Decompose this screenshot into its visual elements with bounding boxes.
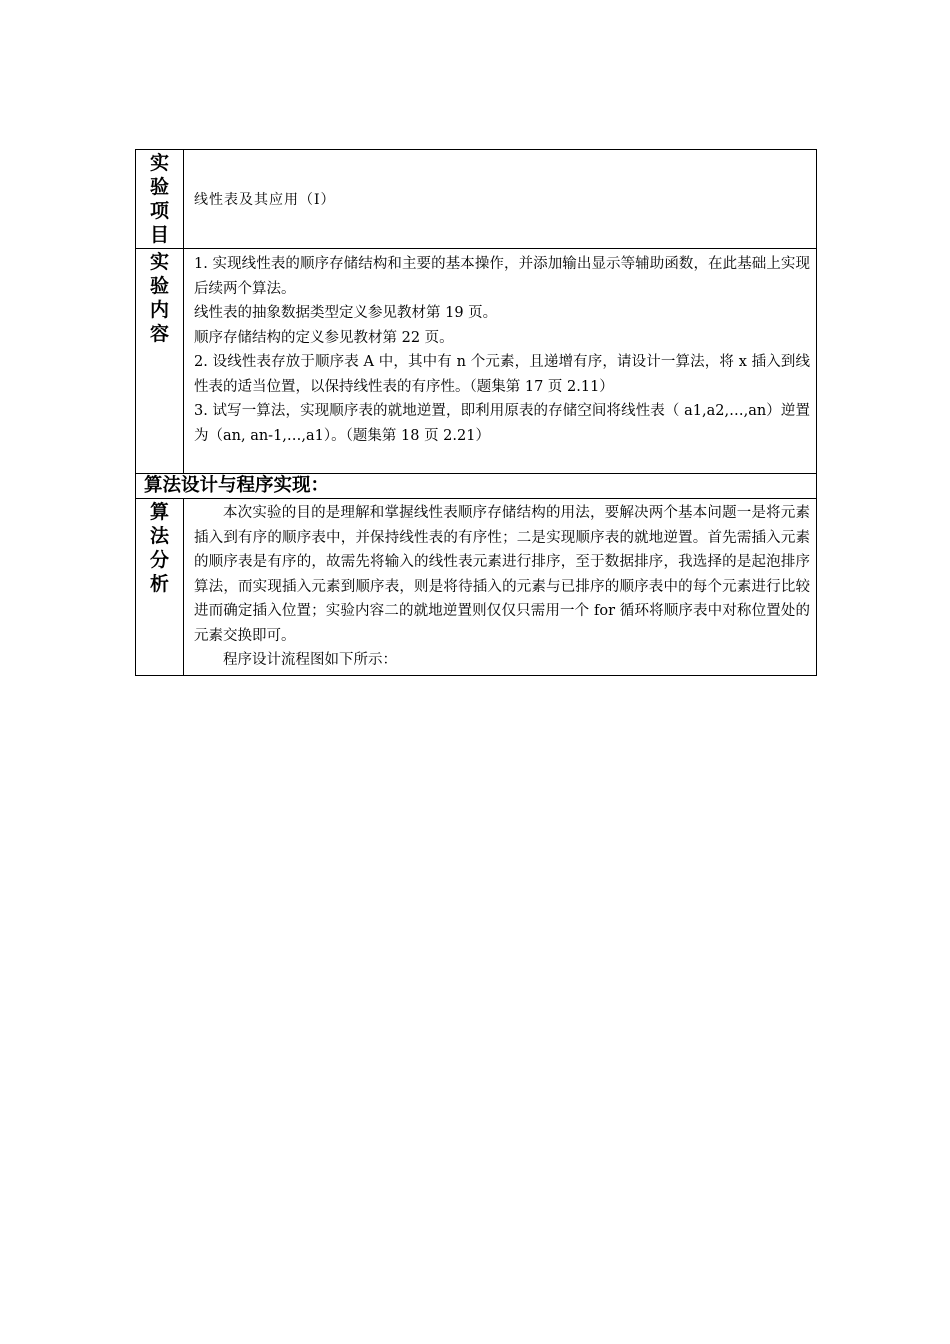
label-content bbox=[136, 249, 184, 474]
report-sheet bbox=[135, 149, 816, 676]
label-char: 分 bbox=[149, 549, 169, 571]
content-body bbox=[184, 249, 817, 474]
label-analysis bbox=[136, 499, 184, 676]
experiment-report-table bbox=[135, 149, 817, 676]
label-char: 容 bbox=[149, 323, 169, 345]
label-char: 算 bbox=[149, 501, 169, 523]
row-project bbox=[136, 150, 817, 249]
project-title: 线性表及其应用（I） bbox=[184, 150, 817, 249]
label-project bbox=[136, 150, 184, 249]
row-content bbox=[136, 249, 817, 474]
label-char: 目 bbox=[149, 224, 169, 246]
analysis-paragraph: 程序设计流程图如下所示： bbox=[223, 652, 397, 668]
label-char: 法 bbox=[149, 525, 169, 547]
label-char: 项 bbox=[149, 200, 169, 222]
content-paragraph: 顺序存储结构的定义参见教材第 22 页。 bbox=[194, 329, 454, 346]
content-paragraph: 线性表的抽象数据类型定义参见教材第 19 页。 bbox=[194, 305, 498, 321]
label-char: 内 bbox=[149, 299, 169, 321]
row-analysis bbox=[136, 499, 817, 676]
content-paragraph: 1. 实现线性表的顺序存储结构和主要的基本操作，并添加输出显示等辅助函数，在此基础上实现后续两个算法。 bbox=[194, 256, 810, 297]
label-char: 析 bbox=[149, 573, 169, 595]
row-section-heading bbox=[136, 474, 817, 499]
analysis-body bbox=[184, 499, 817, 676]
analysis-paragraph: 本次实验的目的是理解和掌握线性表顺序存储结构的用法，要解决两个基本问题一是将元素插入到有序的顺序表中，并保持线性表的有序性；二是实现顺序表的就地逆置。首先需插入元素的顺序表是有序的，故需先将输入的线性表元素进行排序，至于数据排序，我选择的是起泡排序算法，而实现插入元素到顺序表，则是将待插入的元素与已排序的顺序表中的每个元素进行比较进而确定插入位置；实验内容二的就地逆置则仅仅只需用一个 for 循环将顺序表中对称位置处的元素交换即可。 bbox=[194, 505, 810, 644]
content-paragraph: 2. 设线性表存放于顺序表 A 中，其中有 n 个元素，且递增有序，请设计一算法，将 x 插入到线性表的适当位置，以保持线性表的有序性。（题集第 17 页 2.11） bbox=[194, 354, 810, 395]
label-char: 实 bbox=[149, 251, 169, 273]
label-char: 实 bbox=[149, 152, 169, 174]
content-paragraph: 3. 试写一算法，实现顺序表的就地逆置，即利用原表的存储空间将线性表（ a1,a2,…,an）逆置为（an, an-1,…,a1）。（题集第 18 页 2.21） bbox=[194, 403, 810, 444]
label-char: 验 bbox=[149, 275, 169, 297]
section-heading: 算法设计与程序实现： bbox=[136, 474, 817, 499]
label-char: 验 bbox=[149, 176, 169, 198]
